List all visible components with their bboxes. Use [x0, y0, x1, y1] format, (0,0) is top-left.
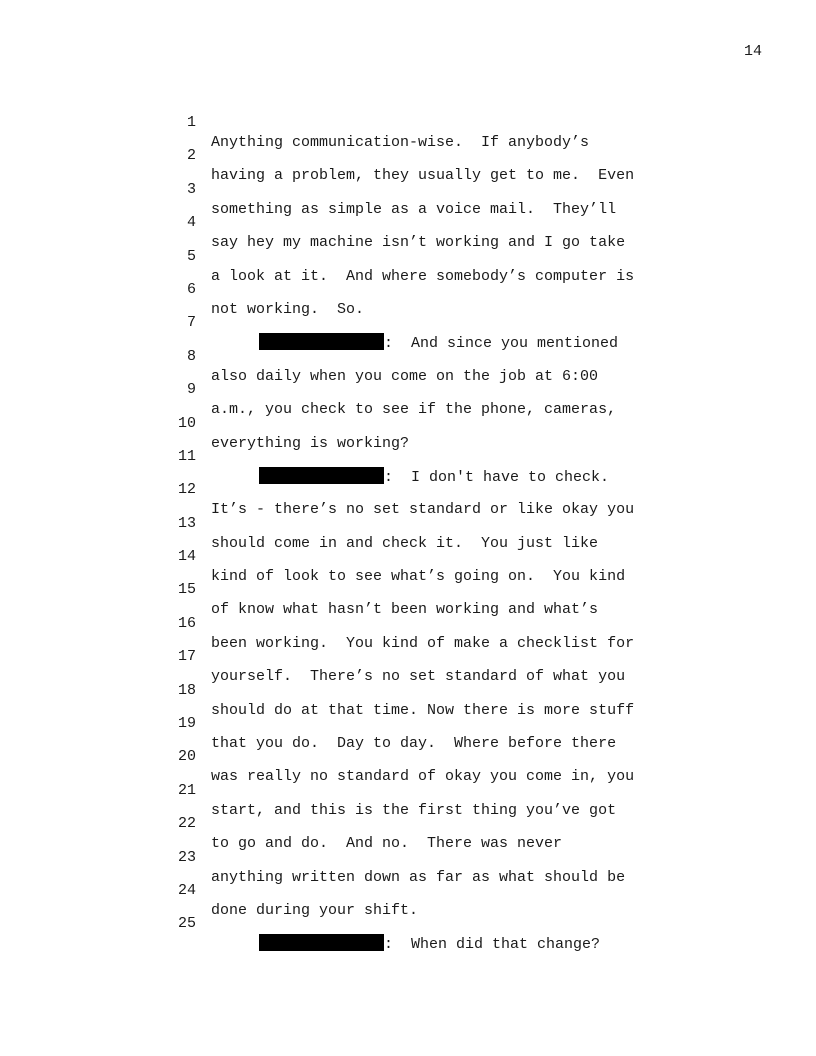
line-number: 19: [177, 715, 196, 733]
transcript-line: [172, 627, 692, 686]
transcript-line: [172, 761, 692, 819]
line-text: should do at that time. Now there is more stuff: [211, 701, 635, 719]
line-text: say hey my machine isn’t working and I go take: [211, 234, 626, 252]
transcript-line: [172, 828, 692, 886]
line-number: 25: [177, 915, 196, 933]
transcript-line: [172, 327, 692, 385]
redacted-speaker-name: [259, 934, 384, 951]
line-number: 2: [186, 147, 196, 165]
transcript-line: [172, 460, 692, 519]
line-text: done during your shift.: [211, 901, 419, 919]
line-number: 9: [186, 381, 196, 399]
transcript-line: [172, 293, 692, 353]
line-number: 7: [186, 314, 196, 332]
line-number: 13: [177, 514, 196, 532]
line-text: start, and this is the first thing you’ve got: [211, 801, 617, 819]
line-text: : When did that change?: [384, 936, 601, 954]
line-number: 6: [186, 280, 196, 298]
line-text: having a problem, they usually get to me. Even: [211, 167, 635, 185]
transcript-line: [172, 527, 692, 586]
line-text: of know what hasn’t been working and what’s: [211, 601, 599, 619]
transcript-line: [172, 93, 692, 151]
speaker-line-text: [259, 934, 600, 955]
line-number: 11: [177, 447, 196, 465]
line-text: everything is working?: [211, 434, 410, 452]
line-number: 12: [177, 481, 196, 499]
transcript-line: [172, 360, 692, 419]
line-number: 14: [177, 548, 196, 566]
transcript-line: [172, 560, 692, 619]
line-text: not working. So.: [211, 300, 365, 318]
transcript-line: [172, 227, 692, 285]
line-text: was really no standard of okay you come in, you: [211, 768, 635, 786]
line-text: that you do. Day to day. Where before there: [211, 735, 617, 753]
transcript-line: [172, 727, 692, 786]
line-number: 3: [186, 180, 196, 198]
transcript-line: [172, 160, 692, 218]
line-text: Anything communication-wise. If anybody’s: [211, 134, 590, 151]
transcript-body: [172, 93, 692, 954]
line-text: something as simple as a voice mail. They’ll: [211, 200, 617, 218]
line-text: should come in and check it. You just like: [211, 534, 599, 552]
line-text: a.m., you check to see if the phone, cameras,: [211, 401, 617, 419]
page-number: 14: [743, 43, 762, 60]
line-text: kind of look to see what’s going on. You kind: [211, 568, 626, 586]
line-number: 23: [177, 848, 196, 866]
transcript-line: [172, 661, 692, 719]
line-number: 22: [177, 815, 196, 833]
line-number: 21: [177, 781, 196, 799]
transcript-line: [172, 427, 692, 486]
transcript-line: [172, 794, 692, 853]
line-text: : I don't have to check.: [384, 468, 610, 486]
line-text: yourself. There’s no set standard of what you: [211, 668, 626, 686]
line-number: 15: [177, 581, 196, 599]
line-text: : And since you mentioned: [384, 335, 619, 353]
line-number: 18: [177, 681, 196, 699]
transcript-line: [172, 861, 692, 919]
line-text: to go and do. And no. There was never: [211, 835, 563, 853]
transcript-line: [172, 494, 692, 552]
transcript-line: [172, 193, 692, 252]
transcript-line: [172, 694, 692, 753]
line-text: It’s - there’s no set standard or like okay you: [211, 501, 635, 519]
line-number: 10: [177, 414, 196, 432]
transcript-line: [172, 260, 692, 318]
line-text: anything written down as far as what should be: [211, 868, 626, 886]
line-number: 24: [177, 881, 196, 899]
transcript-line: [172, 126, 692, 185]
line-number: 20: [177, 748, 196, 766]
transcript-line: [172, 894, 692, 954]
line-number: 17: [177, 648, 196, 666]
transcript-line: [172, 394, 692, 452]
line-number: 4: [186, 214, 196, 232]
line-text: also daily when you come on the job at 6:00: [211, 367, 599, 385]
line-number: 1: [186, 114, 196, 131]
line-number: 8: [186, 347, 196, 365]
line-text: a look at it. And where somebody’s computer is: [211, 267, 635, 285]
line-number: 16: [177, 614, 196, 632]
transcript-line: [172, 594, 692, 652]
line-text: been working. You kind of make a checklist for: [211, 634, 635, 652]
line-number: 5: [186, 247, 196, 265]
